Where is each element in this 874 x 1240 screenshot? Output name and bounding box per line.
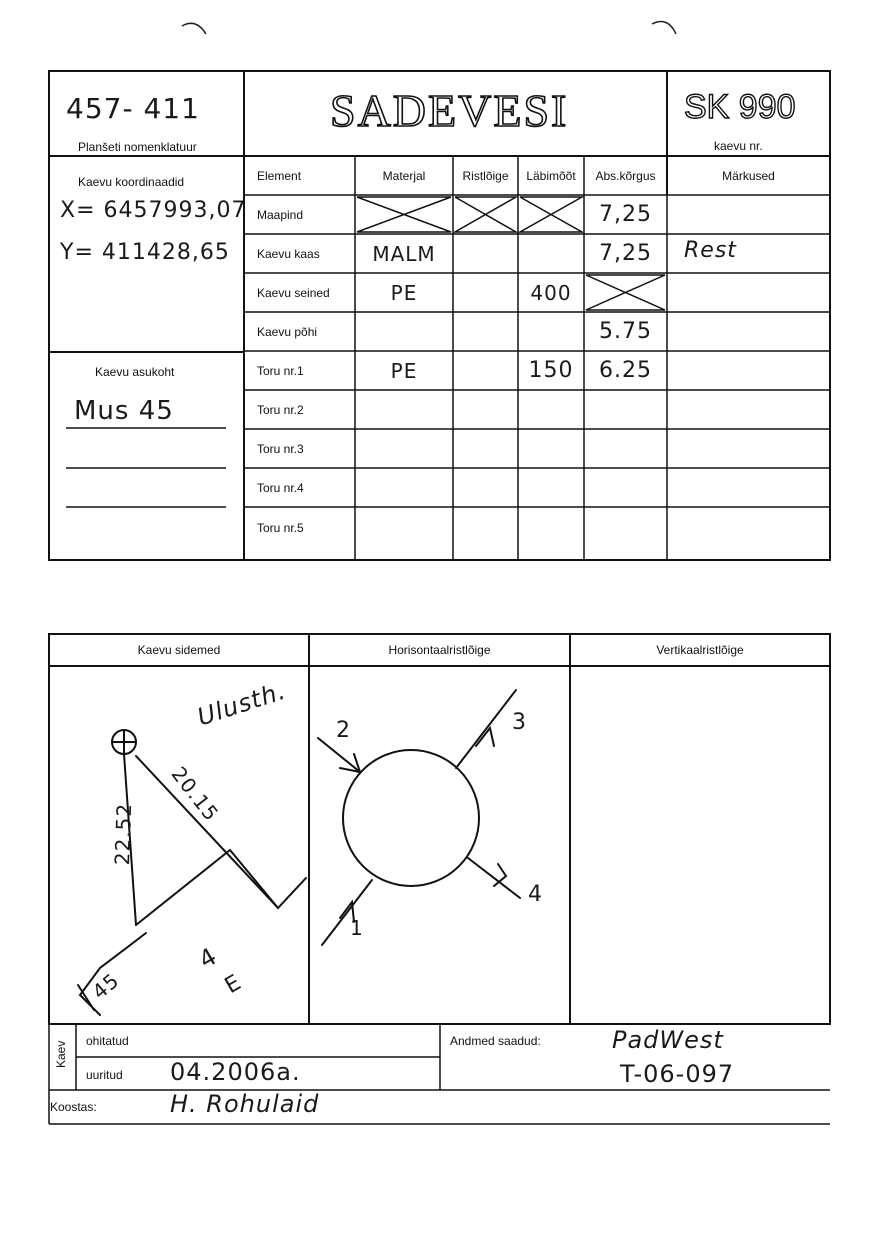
uuritud-value: 04.2006a. [170, 1058, 301, 1086]
diameter-value: 400 [530, 280, 572, 305]
pipe-label-4: 4 [528, 882, 543, 907]
pipe-label-3: 3 [512, 710, 527, 735]
number-4-label: 4 [194, 941, 223, 975]
abs-height-value: 5.75 [599, 319, 652, 344]
andmed-value-code: T-06-097 [620, 1060, 735, 1088]
col-header-diameter: Läbimõõt [526, 168, 576, 183]
row-element-label: Toru nr.5 [257, 521, 304, 535]
material-value: MALM [372, 241, 436, 266]
material-value: PE [390, 280, 418, 305]
andmed-label: Andmed saadud: [450, 1034, 541, 1048]
row-element-label: Maapind [257, 207, 304, 222]
ohtatud-label: ohitatud [86, 1034, 129, 1048]
coordinate-x: X= 6457993,07 [60, 198, 247, 223]
col-header-abs-height: Abs.kõrgus [595, 168, 656, 183]
distance-label-2: 22.52 [110, 802, 137, 866]
coordinate-y: Y= 411428,65 [60, 240, 230, 265]
location-value: Mus 45 [74, 396, 174, 426]
header-kaevu-sidemed: Kaevu sidemed [137, 643, 221, 657]
location-label: Kaevu asukoht [95, 365, 175, 379]
koostas-label: Koostas: [50, 1100, 97, 1114]
row-element-label: Kaevu seined [257, 285, 330, 300]
row-element-label: Toru nr.2 [257, 402, 304, 417]
abs-height-value: 7,25 [599, 241, 652, 266]
pipe-label-1: 1 [350, 916, 364, 940]
abs-height-value: 7,25 [599, 202, 652, 227]
planset-number: 457- 411 [66, 92, 200, 125]
material-value: PE [390, 358, 418, 383]
row-element-label: Kaevu põhi [257, 324, 318, 339]
diameter-value: 150 [528, 358, 574, 383]
koostas-value: H. Rohulaid [170, 1090, 320, 1118]
col-header-material: Materjal [382, 168, 426, 183]
header-horisontaalristloige: Horisontaalristlõige [388, 643, 491, 657]
well-number: SK 990 [684, 88, 796, 126]
row-element-label: Toru nr.3 [257, 441, 304, 456]
well-number-label: kaevu nr. [714, 139, 763, 153]
col-header-element: Element [257, 168, 302, 183]
row-element-label: Kaevu kaas [257, 246, 320, 261]
planset-label: Planšeti nomenklatuur [78, 140, 197, 154]
andmed-value-source: PadWest [612, 1026, 724, 1054]
pipe-label-2: 2 [336, 718, 351, 743]
notes-value: Rest [684, 238, 737, 263]
street-label: Ulusth. [193, 676, 290, 732]
kaev-label: Kaev [54, 1040, 68, 1068]
row-element-label: Toru nr.1 [257, 363, 304, 378]
row-element-label: Toru nr.4 [257, 480, 304, 495]
distance-label-1: 20.15 [166, 762, 224, 826]
abs-height-value: 6.25 [599, 358, 652, 383]
col-header-cross-section: Ristlõige [462, 168, 509, 183]
coordinates-label: Kaevu koordinaadid [78, 175, 185, 189]
uuritud-label: uuritud [86, 1068, 123, 1082]
letter-e-label: E [220, 969, 247, 1000]
form-title: SADEVESI [330, 85, 569, 136]
col-header-notes: Märkused [722, 168, 775, 183]
header-vertikaalristloige: Vertikaalristlõige [656, 643, 744, 657]
number-45-label: 45 [87, 967, 124, 1005]
